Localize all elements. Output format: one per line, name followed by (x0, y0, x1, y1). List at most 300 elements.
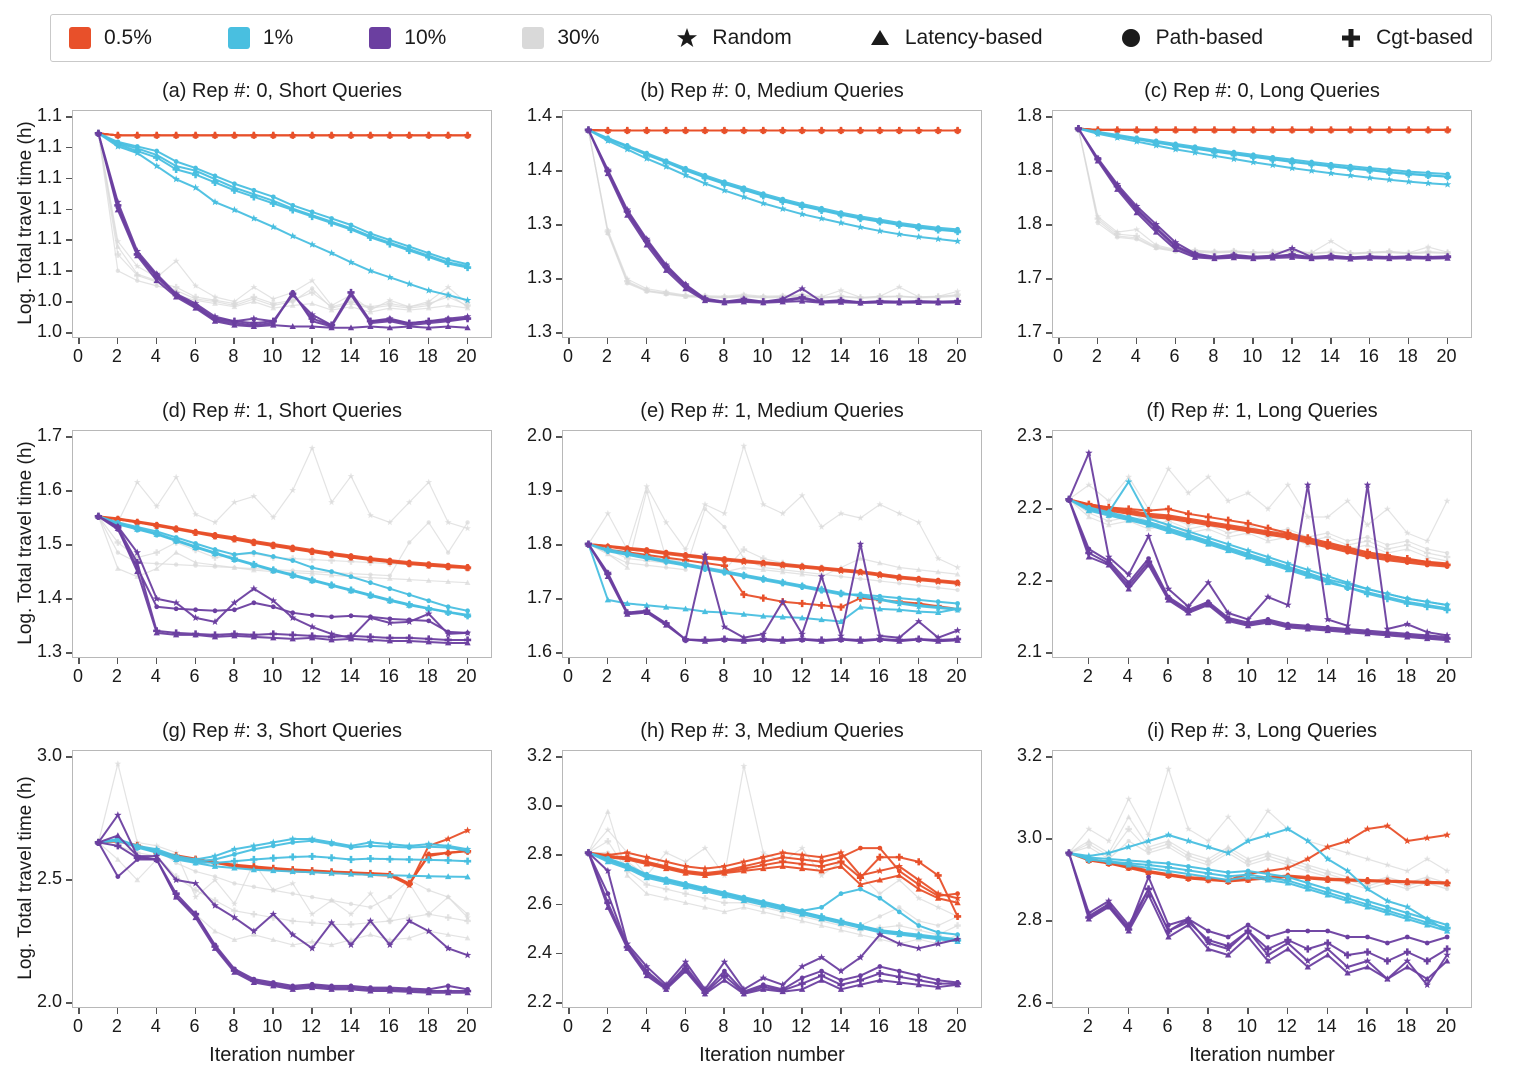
x-tick-mark (1247, 1008, 1249, 1014)
x-tick-mark (685, 1008, 687, 1014)
panel-title-f: (f) Rep #: 1, Long Queries (1146, 400, 1378, 422)
x-tick-label: 16 (1358, 346, 1379, 366)
x-tick-mark (311, 338, 313, 344)
y-tick-mark (1046, 1002, 1052, 1004)
panel-f (1016, 400, 1472, 700)
x-tick-mark (801, 658, 803, 664)
y-tick-mark (66, 239, 72, 241)
y-tick-mark (66, 116, 72, 118)
y-tick-label: 1.1 (36, 259, 62, 280)
x-tick-label: 0 (72, 666, 83, 686)
x-tick-mark (879, 658, 881, 664)
y-tick-mark (556, 1002, 562, 1004)
x-tick-mark (78, 338, 80, 344)
y-tick-label: 1.3 (36, 641, 62, 661)
plot-area-a (72, 110, 492, 338)
x-tick-label: 4 (150, 346, 161, 366)
x-tick-mark (1406, 1008, 1408, 1014)
x-tick-label: 4 (1122, 1016, 1133, 1036)
x-tick-label: 18 (907, 346, 928, 366)
x-tick-mark (1447, 338, 1449, 344)
y-tick-label: 1.7 (526, 587, 552, 607)
y-tick-label: 1.1 (36, 105, 62, 125)
panel-title-e: (e) Rep #: 1, Medium Queries (640, 400, 904, 422)
x-tick-mark (1207, 658, 1209, 664)
x-tick-mark (1207, 1008, 1209, 1014)
panel-title-i: (i) Rep #: 3, Long Queries (1146, 720, 1378, 742)
y-tick-mark (556, 544, 562, 546)
x-tick-label: 6 (679, 666, 690, 686)
x-tick-mark (568, 338, 570, 344)
x-tick-label: 6 (1162, 1016, 1173, 1036)
x-tick-label: 20 (1436, 666, 1457, 686)
y-tick-label: 3.0 (1016, 827, 1042, 847)
x-tick-mark (272, 338, 274, 344)
legend-item-5 (868, 26, 1043, 50)
x-tick-label: 2 (1091, 346, 1102, 366)
x-tick-mark (311, 1008, 313, 1014)
x-tick-mark (428, 1008, 430, 1014)
x-tick-label: 2 (111, 1016, 122, 1036)
x-tick-mark (1327, 1008, 1329, 1014)
panel-c (1016, 80, 1472, 380)
y-tick-mark (1046, 920, 1052, 922)
x-tick-label: 8 (228, 1016, 239, 1036)
plot-area-b (562, 110, 982, 338)
legend-label: 1% (262, 26, 294, 49)
y-tick-label: 2.8 (1016, 909, 1042, 929)
x-tick-label: 18 (907, 1016, 928, 1036)
x-tick-label: 2 (111, 666, 122, 686)
x-tick-mark (607, 658, 609, 664)
x-tick-label: 4 (1130, 346, 1141, 366)
star-marker-icon (675, 26, 699, 50)
x-tick-mark (1327, 658, 1329, 664)
x-tick-label: 8 (718, 346, 729, 366)
x-tick-mark (1287, 658, 1289, 664)
x-tick-label: 16 (1356, 1016, 1377, 1036)
x-tick-label: 0 (72, 1016, 83, 1036)
x-tick-mark (685, 658, 687, 664)
x-axis-label: Iteration number (1189, 1044, 1335, 1066)
y-tick-label: 1.4 (526, 105, 552, 125)
x-tick-label: 4 (640, 666, 651, 686)
x-tick-label: 18 (1396, 1016, 1417, 1036)
x-tick-mark (840, 658, 842, 664)
x-tick-mark (723, 658, 725, 664)
x-tick-mark (117, 1008, 119, 1014)
x-tick-label: 4 (640, 346, 651, 366)
y-tick-mark (66, 147, 72, 149)
x-tick-mark (78, 1008, 80, 1014)
y-tick-label: 1.4 (526, 159, 552, 179)
legend-item-3 (522, 26, 599, 50)
y-tick-mark (556, 278, 562, 280)
x-tick-mark (801, 1008, 803, 1014)
x-tick-mark (389, 338, 391, 344)
legend-item-0 (69, 26, 152, 50)
x-tick-label: 12 (301, 666, 322, 686)
x-tick-mark (467, 1008, 469, 1014)
y-tick-label: 1.8 (1016, 213, 1042, 233)
x-tick-label: 0 (72, 346, 83, 366)
x-tick-label: 0 (562, 1016, 573, 1036)
x-tick-label: 16 (868, 1016, 889, 1036)
legend-item-6 (1119, 26, 1263, 50)
y-tick-label: 2.6 (526, 892, 552, 913)
x-tick-label: 10 (1242, 346, 1263, 366)
y-tick-label: 1.7 (1016, 267, 1042, 287)
x-tick-mark (957, 658, 959, 664)
y-tick-mark (556, 598, 562, 600)
x-tick-label: 20 (946, 346, 967, 366)
x-tick-mark (1247, 658, 1249, 664)
x-tick-label: 8 (1208, 346, 1219, 366)
x-tick-mark (646, 658, 648, 664)
x-tick-label: 14 (829, 666, 851, 686)
y-tick-mark (66, 652, 72, 654)
x-tick-label: 10 (1237, 666, 1258, 686)
x-tick-mark (428, 338, 430, 344)
y-tick-label: 1.4 (36, 587, 62, 607)
x-tick-label: 6 (189, 346, 200, 366)
square-swatch-icon (228, 27, 250, 49)
panel-title-a: (a) Rep #: 0, Short Queries (161, 80, 403, 102)
y-tick-mark (556, 332, 562, 334)
x-tick-mark (723, 1008, 725, 1014)
panel-e (526, 400, 982, 700)
y-axis-label: Log. Total travel time (h) (15, 121, 36, 325)
x-axis-label: Iteration number (209, 1044, 355, 1066)
x-tick-mark (467, 338, 469, 344)
x-tick-label: 16 (868, 346, 889, 366)
x-tick-label: 6 (679, 346, 690, 366)
x-tick-label: 20 (946, 666, 967, 686)
y-tick-label: 1.3 (526, 267, 552, 287)
y-tick-mark (556, 436, 562, 438)
y-tick-mark (1046, 838, 1052, 840)
y-tick-label: 1.7 (1016, 321, 1042, 341)
y-tick-mark (1046, 652, 1052, 654)
x-tick-mark (607, 338, 609, 344)
x-tick-mark (428, 658, 430, 664)
y-tick-mark (66, 209, 72, 211)
legend-item-7 (1339, 26, 1473, 50)
y-tick-mark (1046, 116, 1052, 118)
x-tick-mark (762, 658, 764, 664)
x-tick-mark (1167, 658, 1169, 664)
x-tick-mark (1330, 338, 1332, 344)
y-tick-label: 1.1 (36, 135, 62, 156)
x-tick-label: 18 (1396, 666, 1417, 686)
x-tick-label: 8 (228, 666, 239, 686)
x-tick-label: 10 (752, 1016, 773, 1036)
y-tick-label: 2.1 (1016, 641, 1042, 661)
x-tick-label: 16 (868, 666, 889, 686)
y-tick-mark (1046, 756, 1052, 758)
y-tick-label: 3.2 (526, 745, 552, 765)
x-tick-label: 18 (417, 666, 438, 686)
x-axis-label: Iteration number (699, 1044, 845, 1066)
x-tick-mark (1408, 338, 1410, 344)
x-tick-mark (723, 338, 725, 344)
x-tick-mark (879, 1008, 881, 1014)
x-tick-mark (957, 1008, 959, 1014)
y-tick-mark (1046, 170, 1052, 172)
y-tick-mark (556, 805, 562, 807)
y-tick-mark (1046, 332, 1052, 334)
x-tick-mark (607, 1008, 609, 1014)
y-tick-label: 1.7 (36, 425, 62, 445)
y-tick-mark (556, 756, 562, 758)
x-tick-label: 0 (562, 666, 573, 686)
x-tick-label: 12 (301, 346, 322, 366)
x-tick-label: 4 (640, 1016, 651, 1036)
x-tick-label: 14 (829, 346, 851, 366)
legend-label: Path-based (1155, 26, 1264, 49)
x-tick-mark (117, 338, 119, 344)
x-tick-mark (1291, 338, 1293, 344)
y-tick-label: 1.6 (36, 479, 62, 499)
y-tick-mark (556, 652, 562, 654)
x-tick-label: 20 (456, 346, 477, 366)
y-tick-mark (1046, 224, 1052, 226)
x-tick-label: 10 (752, 666, 773, 686)
x-tick-label: 14 (1319, 346, 1341, 366)
x-tick-mark (762, 1008, 764, 1014)
x-tick-label: 18 (417, 346, 438, 366)
y-tick-label: 1.8 (526, 533, 552, 553)
plot-area-c (1052, 110, 1472, 338)
x-tick-label: 20 (456, 1016, 477, 1036)
x-tick-mark (1366, 658, 1368, 664)
x-tick-mark (195, 338, 197, 344)
legend-label: 30% (557, 26, 600, 49)
y-tick-label: 1.8 (1016, 105, 1042, 125)
y-tick-label: 1.6 (526, 641, 552, 661)
x-tick-mark (350, 1008, 352, 1014)
y-tick-label: 2.0 (526, 425, 552, 445)
y-tick-mark (556, 490, 562, 492)
x-tick-label: 12 (1276, 666, 1297, 686)
y-tick-label: 2.8 (526, 843, 552, 864)
x-tick-mark (918, 338, 920, 344)
x-tick-mark (272, 658, 274, 664)
panel-title-c: (c) Rep #: 0, Long Queries (1144, 80, 1380, 102)
y-tick-label: 2.6 (1016, 991, 1042, 1011)
y-tick-mark (66, 270, 72, 272)
y-tick-mark (66, 490, 72, 492)
x-tick-mark (957, 338, 959, 344)
x-tick-mark (568, 658, 570, 664)
x-tick-label: 4 (150, 1016, 161, 1036)
y-tick-mark (66, 301, 72, 303)
x-tick-mark (195, 1008, 197, 1014)
y-tick-mark (1046, 580, 1052, 582)
panel-grid (0, 72, 1536, 1078)
x-tick-label: 20 (1436, 346, 1457, 366)
legend-label: 0.5% (104, 26, 152, 49)
x-tick-label: 0 (1052, 346, 1063, 366)
y-tick-mark (556, 224, 562, 226)
y-tick-mark (66, 756, 72, 758)
x-tick-mark (840, 1008, 842, 1014)
x-tick-label: 6 (679, 1016, 690, 1036)
plot-area-e (562, 430, 982, 658)
plot-area-i (1052, 750, 1472, 1008)
panel-h (526, 720, 982, 1066)
y-tick-mark (66, 544, 72, 546)
x-tick-mark (1287, 1008, 1289, 1014)
y-tick-mark (556, 116, 562, 118)
x-tick-mark (156, 1008, 158, 1014)
x-tick-mark (272, 1008, 274, 1014)
x-tick-label: 2 (601, 346, 612, 366)
x-tick-mark (195, 658, 197, 664)
circle-marker-icon (1119, 26, 1143, 50)
x-tick-label: 12 (791, 666, 812, 686)
x-tick-label: 12 (791, 346, 812, 366)
x-tick-mark (1446, 1008, 1448, 1014)
x-tick-label: 10 (262, 666, 283, 686)
y-tick-mark (556, 953, 562, 955)
x-tick-label: 2 (1082, 666, 1093, 686)
y-tick-label: 3.0 (36, 745, 62, 765)
x-tick-mark (1446, 658, 1448, 664)
x-tick-label: 16 (378, 346, 399, 366)
x-tick-label: 16 (1356, 666, 1377, 686)
x-tick-label: 14 (339, 666, 361, 686)
plot-area-f (1052, 430, 1472, 658)
y-tick-mark (556, 904, 562, 906)
x-tick-label: 18 (1397, 346, 1418, 366)
y-tick-label: 1.0 (36, 321, 62, 341)
x-tick-mark (1097, 338, 1099, 344)
y-tick-label: 3.0 (526, 794, 552, 815)
y-tick-mark (66, 332, 72, 334)
x-tick-mark (467, 658, 469, 664)
x-tick-mark (840, 338, 842, 344)
y-tick-label: 2.2 (526, 991, 552, 1011)
x-tick-label: 12 (1281, 346, 1302, 366)
x-tick-label: 4 (150, 666, 161, 686)
panel-i (1016, 720, 1472, 1066)
x-tick-label: 8 (228, 346, 239, 366)
x-tick-mark (1088, 658, 1090, 664)
y-tick-label: 1.0 (36, 290, 62, 311)
x-tick-label: 14 (339, 1016, 361, 1036)
x-tick-label: 2 (601, 1016, 612, 1036)
panel-title-d: (d) Rep #: 1, Short Queries (161, 400, 403, 422)
x-tick-label: 10 (262, 346, 283, 366)
y-tick-mark (66, 178, 72, 180)
x-tick-mark (233, 658, 235, 664)
y-tick-label: 2.0 (36, 991, 62, 1011)
panel-g (15, 720, 492, 1066)
triangle-marker-icon (868, 26, 892, 50)
x-tick-label: 12 (1276, 1016, 1297, 1036)
y-tick-label: 1.8 (1016, 159, 1042, 179)
plot-area-g (72, 750, 492, 1008)
x-tick-mark (1366, 1008, 1368, 1014)
y-tick-label: 1.3 (526, 321, 552, 341)
x-tick-label: 6 (189, 666, 200, 686)
x-tick-mark (1406, 658, 1408, 664)
x-tick-label: 16 (378, 666, 399, 686)
y-axis-label: Log. Total travel time (h) (15, 776, 36, 980)
x-tick-label: 16 (378, 1016, 399, 1036)
x-tick-mark (918, 1008, 920, 1014)
x-tick-mark (1128, 1008, 1130, 1014)
panel-title-g: (g) Rep #: 3, Short Queries (161, 720, 403, 742)
plus-marker-icon (1339, 26, 1363, 50)
x-tick-mark (1058, 338, 1060, 344)
x-tick-label: 12 (301, 1016, 322, 1036)
legend-item-4 (675, 26, 791, 50)
x-tick-label: 20 (946, 1016, 967, 1036)
x-tick-label: 2 (111, 346, 122, 366)
x-tick-mark (646, 1008, 648, 1014)
y-axis-label: Log. Total travel time (h) (15, 441, 36, 645)
panel-d (15, 400, 492, 700)
y-tick-mark (66, 1002, 72, 1004)
x-tick-label: 20 (1436, 1016, 1457, 1036)
x-tick-label: 6 (1162, 666, 1173, 686)
legend-label: Random (712, 26, 792, 49)
x-tick-label: 14 (1316, 666, 1337, 686)
x-tick-mark (801, 338, 803, 344)
x-tick-label: 6 (1169, 346, 1180, 366)
x-tick-mark (1136, 338, 1138, 344)
y-tick-label: 2.2 (1016, 569, 1042, 589)
panel-title-b: (b) Rep #: 0, Medium Queries (640, 80, 904, 102)
x-tick-label: 10 (262, 1016, 283, 1036)
x-tick-label: 12 (791, 1016, 812, 1036)
y-tick-mark (1046, 508, 1052, 510)
x-tick-label: 10 (1237, 1016, 1258, 1036)
x-tick-label: 14 (829, 1016, 851, 1036)
legend-label: 10% (404, 26, 447, 49)
y-tick-label: 1.1 (36, 166, 62, 187)
y-tick-label: 1.1 (36, 228, 62, 249)
x-tick-mark (389, 658, 391, 664)
x-tick-label: 8 (1202, 666, 1213, 686)
y-tick-label: 1.3 (526, 213, 552, 233)
x-tick-mark (1088, 1008, 1090, 1014)
x-tick-label: 6 (189, 1016, 200, 1036)
y-tick-mark (1046, 278, 1052, 280)
panel-b (526, 80, 982, 380)
x-tick-mark (117, 658, 119, 664)
y-tick-mark (556, 854, 562, 856)
x-tick-mark (568, 1008, 570, 1014)
x-tick-mark (233, 338, 235, 344)
legend (50, 14, 1492, 62)
x-tick-label: 10 (752, 346, 773, 366)
x-tick-mark (1175, 338, 1177, 344)
x-tick-label: 14 (339, 346, 361, 366)
x-tick-mark (1213, 338, 1215, 344)
x-tick-label: 20 (456, 666, 477, 686)
x-tick-mark (1369, 338, 1371, 344)
x-tick-mark (918, 658, 920, 664)
x-tick-mark (350, 658, 352, 664)
x-tick-mark (1128, 658, 1130, 664)
panel-title-h: (h) Rep #: 3, Medium Queries (640, 720, 904, 742)
x-tick-label: 0 (562, 346, 573, 366)
x-tick-mark (879, 338, 881, 344)
x-tick-label: 8 (1202, 1016, 1213, 1036)
